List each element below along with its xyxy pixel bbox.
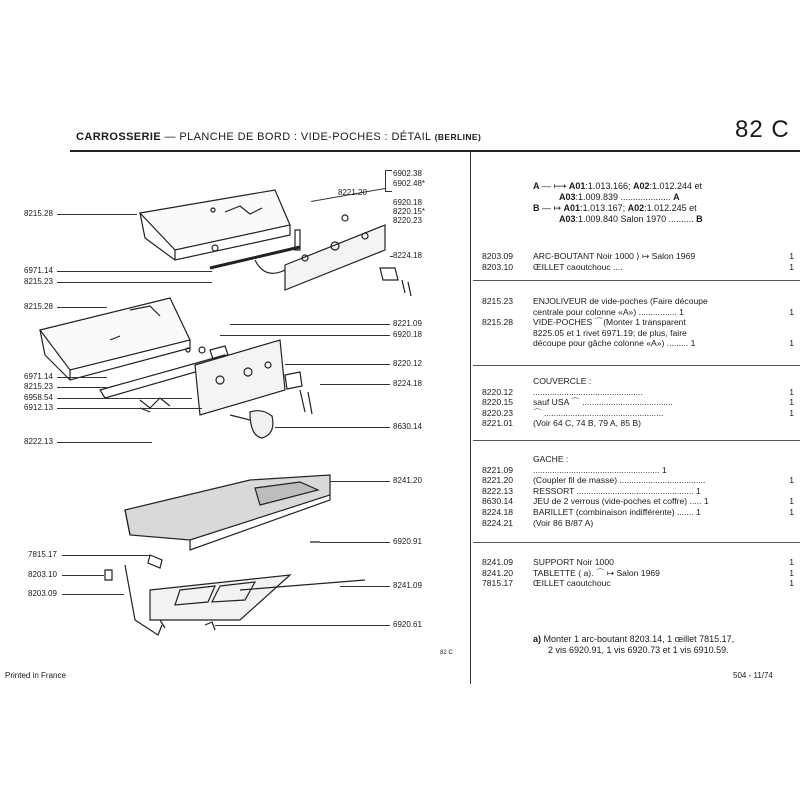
column-divider [470,152,471,684]
leader-line [57,387,107,388]
ref-left: 8215.28 [24,302,53,311]
leader-line [340,586,390,587]
part-row: 8220.23 ⌒ .................................................. 1 [482,407,794,418]
applicability-legend [533,181,703,225]
legend-line: A03:1.009.839 .................... A [559,192,680,202]
parts-group [482,376,794,429]
leader-line [57,408,202,409]
part-row: 7815.17 ŒILLET caoutchouc 1 [482,578,794,589]
parts-group [482,557,794,589]
ref-right: 8221.20 [338,188,367,197]
part-row: centrale pour colonne «A») ................ 1 1 [533,306,794,317]
part-row: 8221.09 ..................................................... 1 [482,464,667,475]
leader-line [320,542,390,543]
leader-line [62,555,150,556]
leader-line [57,398,192,399]
leader-line [220,335,390,336]
ref-left: 6912.13 [24,403,53,412]
printed-in: Printed in France [5,671,66,680]
leader-line [57,214,137,215]
legend-line: A03:1.009.840 Salon 1970 .......... B [559,214,703,224]
page-code: 82 C [735,116,790,143]
part-row: 8241.20 TABLETTE ( a). ⌒ ↦ Salon 1969 1 [482,567,794,578]
ref-right: 8220.23 [393,216,422,225]
divider [473,542,800,543]
leader-line [62,594,124,595]
leader-line [57,271,212,272]
part-row: 8222.13 RESSORT ................................................. 1 [482,485,701,496]
part-row: 8221.20 (Coupler fil de masse) .................................... 1 [482,475,794,486]
leader-line [275,427,390,428]
ref-right: 8224.18 [393,251,422,260]
leader-line [230,324,390,325]
leader-line [390,256,393,257]
part-row: 8224.18 BARILLET (combinaison indifférente) ....... 1 1 [482,506,794,517]
ref-left: 8203.10 [28,570,57,579]
divider [473,365,800,366]
part-row: 8220.12 .............................................. 1 [482,386,794,397]
leader-line [330,481,390,482]
part-row: 8220.15 sauf USA ⌒ ...................................... 1 [482,397,794,408]
part-row: 8203.09 ARC-BOUTANT Noir 1000 ⟩ ↦ Salon 1969 1 [482,251,794,261]
footnote-line: a) Monter 1 arc-boutant 8203.14, 1 œillet 7815.17, [533,634,735,644]
parts-group [482,251,794,272]
leader-line [320,384,390,385]
exploded-diagram [0,150,470,670]
ref-left: 7815.17 [28,550,57,559]
ref-left: 8215.28 [24,209,53,218]
part-row: 8241.09 SUPPORT Noir 1000 1 [482,557,794,567]
leader-line [285,364,390,365]
parts-group [482,454,794,528]
ref-right: 6920.18 [393,198,422,207]
ref-left: 8215.23 [24,277,53,286]
ref-right: 6902.38 [393,169,422,178]
part-row: 8203.10 ŒILLET caoutchouc .... 1 [482,261,794,272]
divider [473,280,800,281]
ref-left: 8222.13 [24,437,53,446]
part-row: 8215.28 VIDE-POCHES ⌒(Monter 1 transparent [482,317,686,328]
ref-left: 8215.23 [24,382,53,391]
leader-line [57,442,152,443]
leader-line [57,307,107,308]
leader-line [57,282,212,283]
ref-right: 8241.09 [393,581,422,590]
legend-line: A — ⟼ A01:1.013.166; A02:1.012.244 et [533,181,703,191]
ref-left: 6971.14 [24,372,53,381]
leader-line [57,377,107,378]
ref-right: 6920.91 [393,537,422,546]
part-row: 8224.21 (Voir 86 B/87 A) [482,517,594,528]
ref-right: 8241.20 [393,476,422,485]
legend-line: B — ↦ A01:1.013.167; A02:1.012.245 et [533,203,697,213]
part-row: COUVERCLE : [533,376,592,386]
part-row: 8630.14 JEU de 2 verrous (vide-poches et coffre) ..... 1 1 [482,496,794,507]
ref-right: 6920.18 [393,330,422,339]
ref-left: 6971.14 [24,266,53,275]
divider [473,440,800,441]
part-row: 8221.01 (Voir 64 C, 74 B, 79 A, 85 B) [482,418,641,429]
footnote [533,634,734,656]
ref-right: 8220.12 [393,359,422,368]
parts-group [482,296,794,349]
leader-line [215,625,390,626]
ref-bracket [385,170,392,192]
part-row: 8225.05 et 1 rivet 6971.19; de plus, faire [533,327,687,338]
ref-left: 8203.09 [28,589,57,598]
ref-left: 6958.54 [24,393,53,402]
ref-right: 8630.14 [393,422,422,431]
small-page-code: 82 C [440,650,453,656]
footnote-line: 2 vis 6920.91, 1 vis 6920.73 et 1 vis 6910.59. [548,645,729,655]
part-row: découpe pour gâche colonne «A») ......... 1 1 [533,338,794,349]
part-row: 8215.23 ENJOLIVEUR de vide-poches (Faire découpe [482,296,708,306]
ref-right: 6902.48* [393,179,426,188]
ref-right: 8224.18 [393,379,422,388]
ref-right: 6920.61 [393,620,422,629]
ref-right: 8221.09 [393,319,422,328]
page-title: CARROSSERIE — PLANCHE DE BORD : VIDE-POCHES : DÉTAIL (BERLINE) [76,131,482,143]
leader-line [62,575,104,576]
part-row: GACHE : [533,454,569,464]
page-ref: 504 - 11/74 [733,671,773,680]
ref-right: 8220.15* [393,207,426,216]
